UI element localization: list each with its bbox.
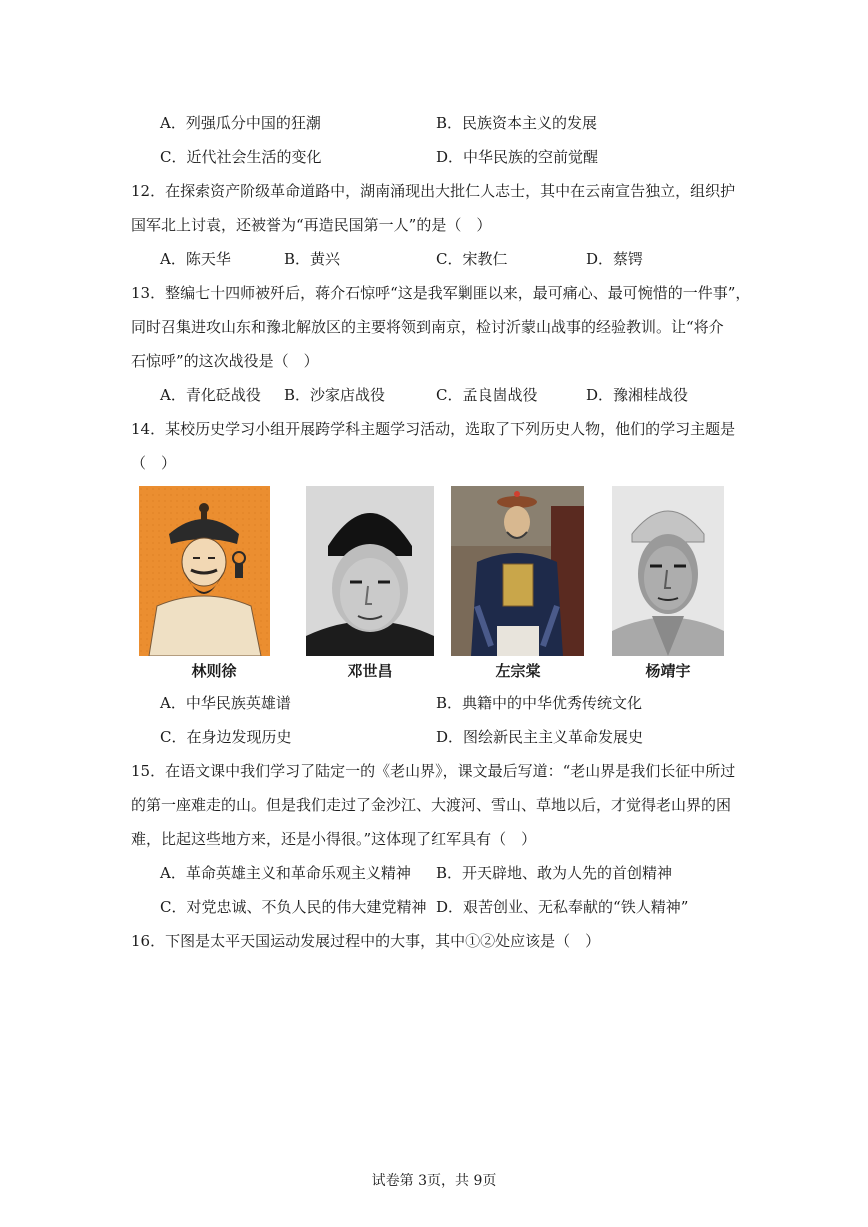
q13-stem-line1: 13．整编七十四师被歼后，蒋介石惊呼“这是我军剿匪以来，最可痛心、最可惋惜的一件事”， [131,284,751,302]
portrait-yang-jingyu [612,486,724,656]
portrait-zuo-zongtang [451,486,584,656]
q12-option-b: B．黄兴 [284,250,341,268]
caption-zuo-zongtang: 左宗棠 [495,662,541,680]
q12-option-d: D．蔡锷 [586,250,644,268]
portrait-deng-shichang [306,486,434,656]
q14-stem-line1: 14．某校历史学习小组开展跨学科主题学习活动，选取了下列历史人物，他们的学习主题是 [131,420,736,438]
q13-option-d: D．豫湘桂战役 [586,386,689,404]
q14-option-c: C．在身边发现历史 [160,728,292,746]
q15-option-d: D．艰苦创业、无私奉献的“铁人精神” [436,898,689,916]
q11-option-b: B．民族资本主义的发展 [436,114,598,132]
q12-stem-line1: 12．在探索资产阶级革命道路中，湖南涌现出大批仁人志士，其中在云南宣告独立，组织护 [131,182,736,200]
caption-deng-shichang: 邓世昌 [347,662,393,680]
q12-stem-line2: 国军北上讨袁，还被誉为“再造民国第一人”的是（ ） [131,216,492,234]
caption-lin-zexu: 林则徐 [191,662,237,680]
q13-stem-line2: 同时召集进攻山东和豫北解放区的主要将领到南京，检讨沂蒙山战事的经验教训。让“将介 [131,318,724,336]
q16-stem-line1: 16．下图是太平天国运动发展过程中的大事，其中①②处应该是（ ） [131,932,601,950]
q11-option-d: D．中华民族的空前觉醒 [436,148,599,166]
q14-option-b: B．典籍中的中华优秀传统文化 [436,694,643,712]
q14-option-a: A．中华民族英雄谱 [160,694,291,712]
q11-option-a: A．列强瓜分中国的狂潮 [160,114,321,132]
caption-yang-jingyu: 杨靖宇 [645,662,691,680]
q15-option-c: C．对党忠诚、不负人民的伟大建党精神 [160,898,427,916]
q14-stem-line2: （ ） [131,454,177,472]
q13-option-b: B．沙家店战役 [284,386,386,404]
q15-option-b: B．开天辟地、敢为人先的首创精神 [436,864,673,882]
q12-option-c: C．宋教仁 [436,250,508,268]
q15-option-a: A．革命英雄主义和革命乐观主义精神 [160,864,411,882]
q13-stem-line3: 石惊呼”的这次战役是（ ） [131,352,319,370]
q12-option-a: A．陈天华 [160,250,231,268]
q15-stem-line2: 的第一座难走的山。但是我们走过了金沙江、大渡河、雪山、草地以后，才觉得老山界的困 [131,796,732,814]
page-footer: 试卷第 3页，共 9页 [371,1173,497,1189]
portrait-lin-zexu [139,486,270,656]
q14-option-d: D．图绘新民主主义革命发展史 [436,728,644,746]
q13-option-c: C．孟良崮战役 [436,386,538,404]
q13-option-a: A．青化砭战役 [160,386,261,404]
q11-option-c: C．近代社会生活的变化 [160,148,322,166]
q15-stem-line1: 15．在语文课中我们学习了陆定一的《老山界》，课文最后写道：“老山界是我们长征中所过 [131,762,736,780]
q15-stem-line3: 难，比起这些地方来，还是小得很。”这体现了红军具有（ ） [131,830,537,848]
